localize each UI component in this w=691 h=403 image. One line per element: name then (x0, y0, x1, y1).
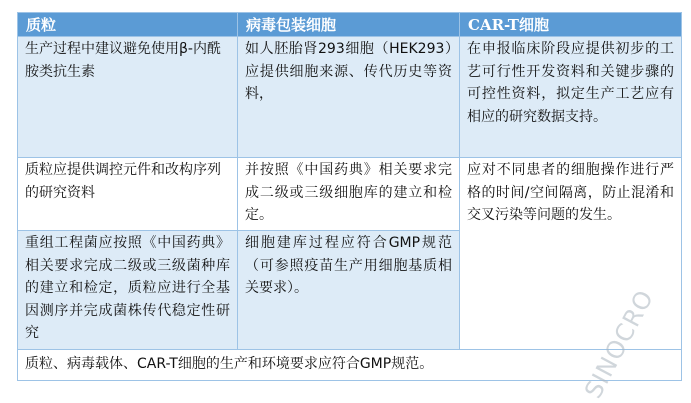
requirements-table (17, 12, 682, 381)
watermark: SINOCRO (579, 285, 660, 403)
header-plasmid: 质粒 (18, 13, 238, 37)
header-car-t-cell: CAR-T细胞 (460, 13, 682, 37)
table-cell: 生产过程中建议避免使用β-内酰胺类抗生素 (18, 37, 238, 158)
table-cell: 在申报临床阶段应提供初步的工艺可行性开发资料和关键步骤的可控性资料，拟定生产工艺应有相应的研究数据支持。 (460, 37, 682, 158)
table-cell: 重组工程菌应按照《中国药典》相关要求完成二级或三级菌种库的建立和检定，质粒应进行全基因测序并完成菌株传代稳定性研究 (18, 231, 238, 350)
table-row (18, 37, 682, 158)
table-cell: 应对不同患者的细胞操作进行严格的时间/空间隔离，防止混淆和交叉污染等问题的发生。 (460, 158, 682, 350)
table-footer-note: 质粒、病毒载体、CAR-T细胞的生产和环境要求应符合GMP规范。 (18, 350, 682, 381)
table-cell: 质粒应提供调控元件和改构序列的研究资料 (18, 158, 238, 231)
table-cell: 如人胚胎肾293细胞（HEK293）应提供细胞来源、传代历史等资料， (238, 37, 460, 158)
table-cell: 并按照《中国药典》相关要求完成二级或三级细胞库的建立和检定。 (238, 158, 460, 231)
table-cell: 细胞建库过程应符合GMP规范（可参照疫苗生产用细胞基质相关要求）。 (238, 231, 460, 350)
table-row (18, 158, 682, 231)
table-header-row (18, 13, 682, 37)
table-footer-row (18, 350, 682, 381)
header-packaging-cell: 病毒包装细胞 (238, 13, 460, 37)
